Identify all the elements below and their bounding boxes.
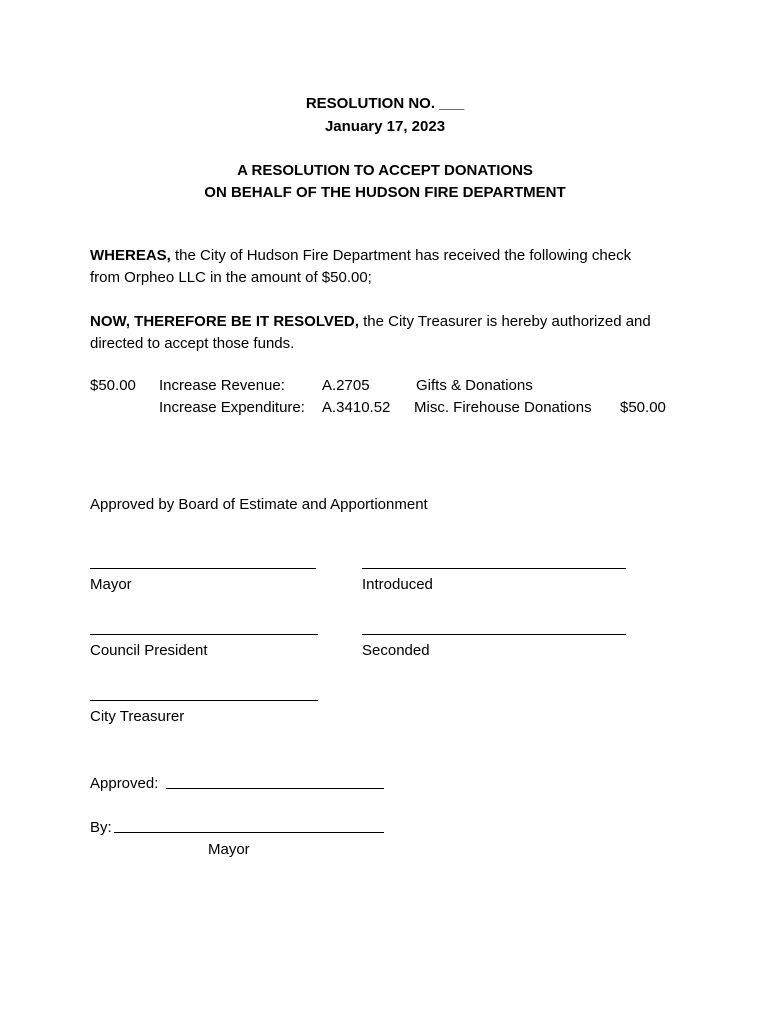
city-treasurer-signature-line[interactable] [90, 700, 318, 701]
whereas-paragraph-line-1 [90, 245, 631, 267]
whereas-lead: WHEREAS, [90, 247, 171, 264]
mayor-label: Mayor [90, 576, 132, 593]
title-line-1: A RESOLUTION TO ACCEPT DONATIONS [237, 162, 533, 179]
resolution-number: RESOLUTION NO. ___ [305, 95, 465, 112]
budget-row-1-label: Increase Revenue: [159, 377, 285, 394]
whereas-text-2: from Orpheo LLC in the amount of $50.00; [90, 269, 372, 286]
resolved-text-1: the City Treasurer is hereby authorized and [358, 313, 651, 330]
mayor-signature-line[interactable] [90, 568, 316, 569]
budget-row-1-account: A.2705 [322, 377, 370, 394]
resolved-lead: NOW, THEREFORE BE IT RESOLVED, [90, 313, 359, 330]
introduced-signature-line[interactable] [362, 568, 626, 569]
board-approval-text: Approved by Board of Estimate and Apportionment [90, 496, 428, 513]
resolved-paragraph-line-1 [90, 311, 651, 333]
council-president-label: Council President [90, 642, 208, 659]
budget-amount: $50.00 [90, 377, 136, 394]
budget-row-2-label: Increase Expenditure: [159, 399, 305, 416]
budget-row-1-description: Gifts & Donations [416, 377, 533, 394]
approved-label: Approved: [90, 775, 159, 792]
seconded-label: Seconded [362, 642, 430, 659]
budget-row-2-description: Misc. Firehouse Donations [414, 399, 592, 416]
city-treasurer-label: City Treasurer [90, 708, 185, 725]
by-mayor-label: Mayor [208, 841, 250, 858]
introduced-label: Introduced [362, 576, 433, 593]
resolved-text-2: directed to accept those funds. [90, 335, 295, 352]
whereas-text-1: the City of Hudson Fire Department has received the following check [170, 247, 632, 264]
title-line-2: ON BEHALF OF THE HUDSON FIRE DEPARTMENT [204, 184, 566, 201]
seconded-signature-line[interactable] [362, 634, 626, 635]
by-signature-line[interactable] [114, 832, 384, 833]
approved-signature-line[interactable] [166, 788, 384, 789]
budget-row-2-amount: $50.00 [620, 399, 666, 416]
council-president-signature-line[interactable] [90, 634, 318, 635]
by-label: By: [90, 819, 112, 836]
budget-row-2-account: A.3410.52 [322, 399, 391, 416]
resolution-date: January 17, 2023 [324, 118, 446, 135]
